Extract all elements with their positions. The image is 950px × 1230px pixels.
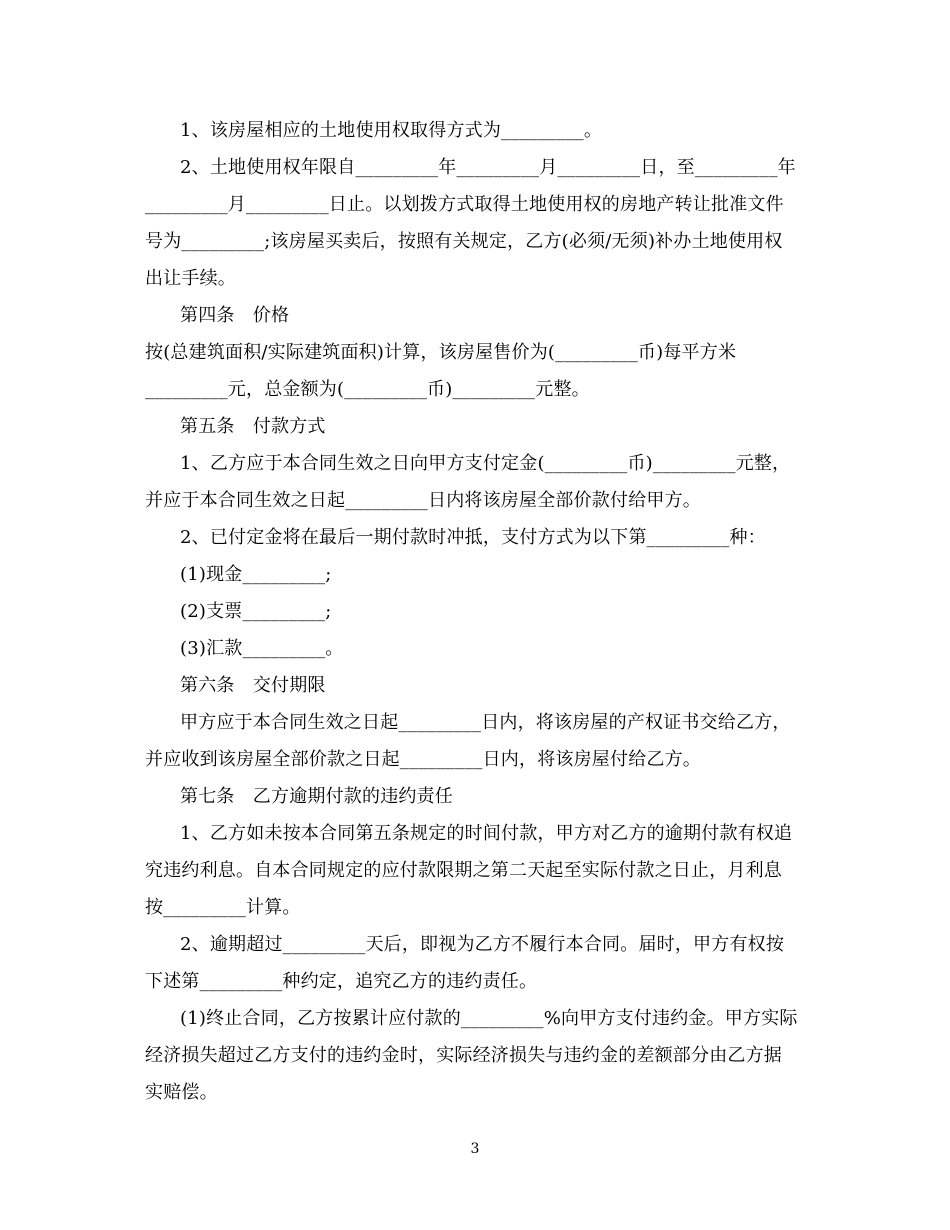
clause-land-use-acquisition: 1、该房屋相应的土地使用权取得方式为_________。 — [180, 120, 603, 141]
section-heading-payment-method: 第五条 付款方式 — [180, 416, 326, 437]
clause-payment-type: 2、已付定金将在最后一期付款时冲抵，支付方式为以下第_________种： — [180, 527, 766, 548]
clause-termination-line-2: 经济损失超过乙方支付的违约金时，实际经济损失与违约金的差额部分由乙方据 — [145, 1045, 782, 1066]
clause-late-payment-line-1: 1、乙方如未按本合同第五条规定的时间付款，甲方对乙方的逾期付款有权追 — [180, 823, 793, 844]
clause-overdue-line-2: 下述第_________种约定，追究乙方的违约责任。 — [145, 971, 538, 992]
clause-late-payment-line-2: 究违约利息。自本合同规定的应付款限期之第二天起至实际付款之日止，月利息 — [145, 860, 782, 881]
clause-land-use-term-line-3: 号为_________;该房屋买卖后，按照有关规定，乙方(必须/无须)补办土地使用权 — [145, 231, 783, 252]
clause-land-use-term-line-1: 2、土地使用权年限自_________年_________月_________日，至_________年 — [180, 157, 796, 178]
clause-price-line-1: 按(总建筑面积/实际建筑面积)计算，该房屋售价为(_________币)每平方米 — [145, 342, 737, 363]
clause-late-payment-line-3: 按_________计算。 — [145, 897, 301, 918]
clause-overdue-line-1: 2、逾期超过_________天后，即视为乙方不履行本合同。届时，甲方有权按 — [180, 934, 785, 955]
payment-option-remittance: (3)汇款_________。 — [180, 638, 344, 659]
clause-delivery-line-2: 并应收到该房屋全部价款之日起_________日内，将该房屋付给乙方。 — [145, 749, 701, 770]
section-heading-delivery-period: 第六条 交付期限 — [180, 675, 326, 696]
section-heading-late-payment: 第七条 乙方逾期付款的违约责任 — [180, 786, 453, 807]
clause-price-line-2: _________元，总金额为(_________币)_________元整。 — [145, 379, 590, 400]
clause-deposit-line-1: 1、乙方应于本合同生效之日向甲方支付定金(_________币)_________元整， — [180, 453, 791, 474]
clause-termination-line-3: 实赔偿。 — [145, 1082, 218, 1103]
payment-option-cash: (1)现金_________; — [180, 564, 332, 585]
clause-land-use-term-line-2: _________月_________日止。以划拨方式取得土地使用权的房地产转让批准文件 — [145, 194, 784, 215]
clause-termination-line-1: (1)终止合同，乙方按累计应付款的_________%向甲方支付违约金。甲方实际 — [180, 1008, 798, 1029]
payment-option-check: (2)支票_________; — [180, 601, 332, 622]
clause-land-use-term-line-4: 出让手续。 — [145, 268, 236, 289]
clause-deposit-line-2: 并应于本合同生效之日起_________日内将该房屋全部价款付给甲方。 — [145, 490, 701, 511]
page-number: 3 — [470, 1141, 480, 1157]
clause-delivery-line-1: 甲方应于本合同生效之日起_________日内，将该房屋的产权证书交给乙方， — [180, 712, 791, 733]
section-heading-price: 第四条 价格 — [180, 305, 290, 326]
